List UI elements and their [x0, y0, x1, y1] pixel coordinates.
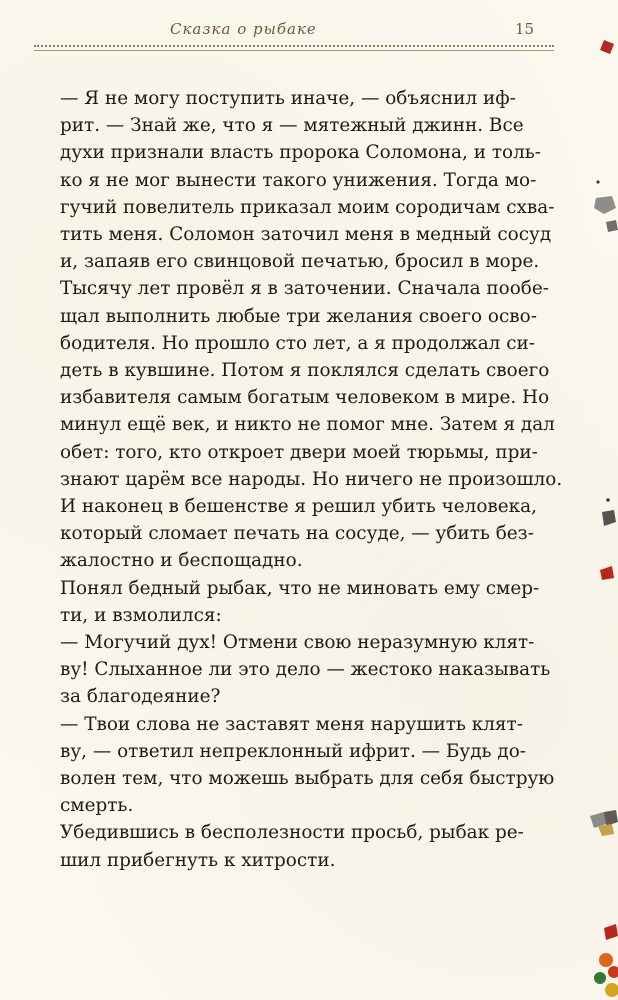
text-line: жалостно и беспощадно.: [60, 550, 303, 572]
text-line: деть в кувшине. Потом я поклялся сделать своего: [60, 360, 550, 382]
text-line: за благодеяние?: [60, 686, 221, 708]
text-line: Тысячу лет провёл я в заточении. Сначала пообе-: [60, 278, 549, 300]
text-line: который сломает печать на сосуде, — убить без-: [60, 523, 534, 545]
paragraph: [32, 819, 524, 873]
text-line: рит. — Знай же, что я — мятежный джинн. Все: [60, 115, 524, 137]
text-line: обет: того, кто откроет двери моей тюрьмы, при-: [60, 441, 538, 463]
header-rule: [34, 45, 554, 51]
text-line: И наконец в бешенстве я решил убить человека,: [60, 496, 537, 518]
text-line: — Могучий дух! Отмени свою неразумную клят-: [60, 632, 535, 654]
text-line: Убедившись в бесполезности просьб, рыбак ре-: [60, 822, 524, 844]
text-line: тить меня. Соломон заточил меня в медный сосуд: [60, 224, 552, 246]
text-line: ву! Слыханное ли это дело — жестоко наказывать: [60, 659, 551, 681]
text-line: ву, — ответил непреклонный ифрит. — Будь до-: [60, 740, 527, 762]
gem-icon: [600, 566, 614, 580]
text-line: знают царём все народы. Но ничего не произошло.: [60, 468, 563, 490]
text-line: ко я не мог вынести такого унижения. Тогда мо-: [60, 169, 537, 191]
text-line: избавителя самым богатым человеком в мире. Но: [60, 387, 550, 409]
running-title: Сказка о рыбаке: [170, 20, 317, 38]
text-line: минул ещё век, и никто не помог мне. Затем я дал: [60, 414, 555, 436]
text-line: бодителя. Но прошло сто лет, а я продолжал си-: [60, 332, 535, 354]
text-line: щал выполнить любые три желания своего осво-: [60, 305, 537, 327]
paragraph: [32, 575, 540, 629]
text-line: гучий повелитель приказал моим сородичам схва-: [60, 196, 555, 218]
text-line: смерть.: [60, 795, 134, 817]
stone-icon: [594, 180, 618, 232]
pebble-icon: [602, 498, 616, 526]
text-line: ти, и взмолился:: [60, 604, 222, 626]
text-line: волен тем, что можешь выбрать для себя быструю: [60, 768, 555, 790]
gem-icon: [600, 40, 614, 54]
beads-icon: [594, 953, 618, 997]
text-line: Понял бедный рыбак, что не миновать ему смер-: [60, 577, 540, 599]
page-number: 15: [515, 20, 535, 38]
text-line: и, запаяв его свинцовой печатью, бросил в море.: [60, 251, 540, 273]
gem-icon: [604, 924, 618, 940]
body-text: [32, 85, 563, 874]
text-line: духи признали власть пророка Соломона, и толь-: [60, 142, 541, 164]
page-header: [34, 10, 554, 50]
text-line: — Твои слова не заставят меня нарушить клят-: [60, 713, 523, 735]
text-line: шил прибегнуть к хитрости.: [60, 849, 336, 871]
stones-cluster-icon: [590, 810, 618, 836]
paragraph: [32, 711, 555, 820]
paragraph: [32, 85, 563, 575]
paragraph: [32, 629, 551, 711]
text-line: — Я не могу поступить иначе, — объяснил иф-: [60, 88, 516, 109]
